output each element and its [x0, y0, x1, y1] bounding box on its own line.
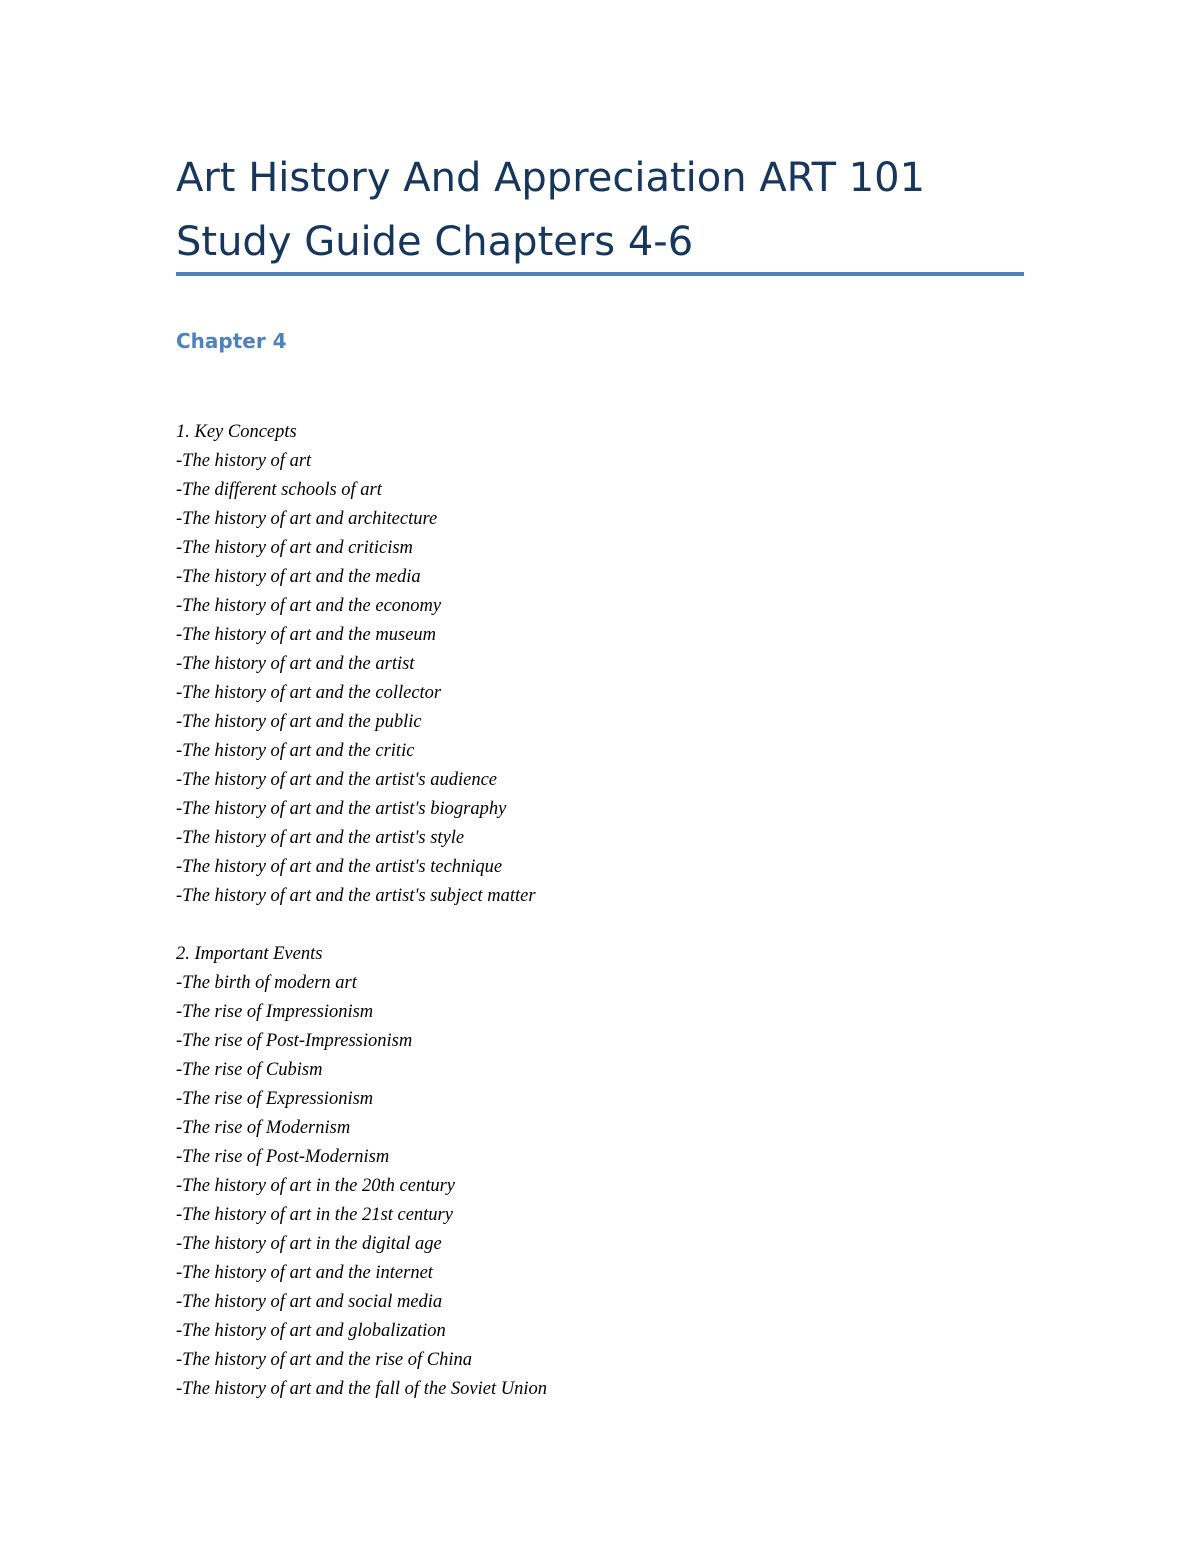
list-item: -The history of art and the critic — [176, 741, 415, 761]
list-item: -The birth of modern art — [176, 973, 357, 993]
list-item: -The history of art and the rise of China — [176, 1350, 472, 1370]
list-item: -The history of art and social media — [176, 1292, 443, 1312]
list-item: -The history of art and the internet — [176, 1263, 433, 1283]
document-title — [176, 146, 1026, 274]
list-item: -The history of art — [176, 451, 312, 471]
list-item: -The history of art in the 21st century — [176, 1205, 453, 1225]
list-item: -The rise of Expressionism — [176, 1089, 374, 1109]
list-item: -The history of art and the museum — [176, 625, 437, 645]
title-underline-divider — [176, 272, 1024, 276]
list-item: -The history of art and the artist's audience — [176, 770, 498, 790]
list-item: -The different schools of art — [176, 480, 382, 500]
list-item: -The history of art in the digital age — [176, 1234, 442, 1254]
list-item: -The history of art and criticism — [176, 538, 413, 558]
list-item: -The history of art and the artist's subject matter — [176, 886, 536, 906]
list-item: -The history of art and the fall of the Soviet Union — [176, 1379, 547, 1399]
list-item: -The history of art and globalization — [176, 1321, 446, 1341]
list-item: -The rise of Cubism — [176, 1060, 323, 1080]
study-guide-body — [176, 418, 1026, 1433]
title-line-2: Study Guide Chapters 4-6 — [176, 219, 694, 265]
list-item: -The history of art and the public — [176, 712, 422, 732]
chapter-heading: Chapter 4 — [176, 329, 287, 353]
list-item: -The history of art and the collector — [176, 683, 442, 703]
list-item: -The rise of Post-Impressionism — [176, 1031, 413, 1051]
list-item: -The history of art and the artist's technique — [176, 857, 503, 877]
list-item: -The rise of Impressionism — [176, 1002, 374, 1022]
section-heading: 2. Important Events — [176, 944, 323, 964]
list-item: -The history of art and the economy — [176, 596, 442, 616]
list-item: -The history of art and the media — [176, 567, 421, 587]
section-key-concepts — [176, 418, 1026, 911]
list-item: -The history of art and architecture — [176, 509, 438, 529]
section-heading: 1. Key Concepts — [176, 422, 297, 442]
title-line-1: Art History And Appreciation ART 101 — [176, 155, 926, 201]
section-important-events — [176, 940, 1026, 1404]
list-item: -The rise of Post-Modernism — [176, 1147, 390, 1167]
list-item: -The history of art and the artist's biography — [176, 799, 507, 819]
list-item: -The rise of Modernism — [176, 1118, 351, 1138]
list-item: -The history of art in the 20th century — [176, 1176, 456, 1196]
list-item: -The history of art and the artist's style — [176, 828, 465, 848]
list-item: -The history of art and the artist — [176, 654, 415, 674]
